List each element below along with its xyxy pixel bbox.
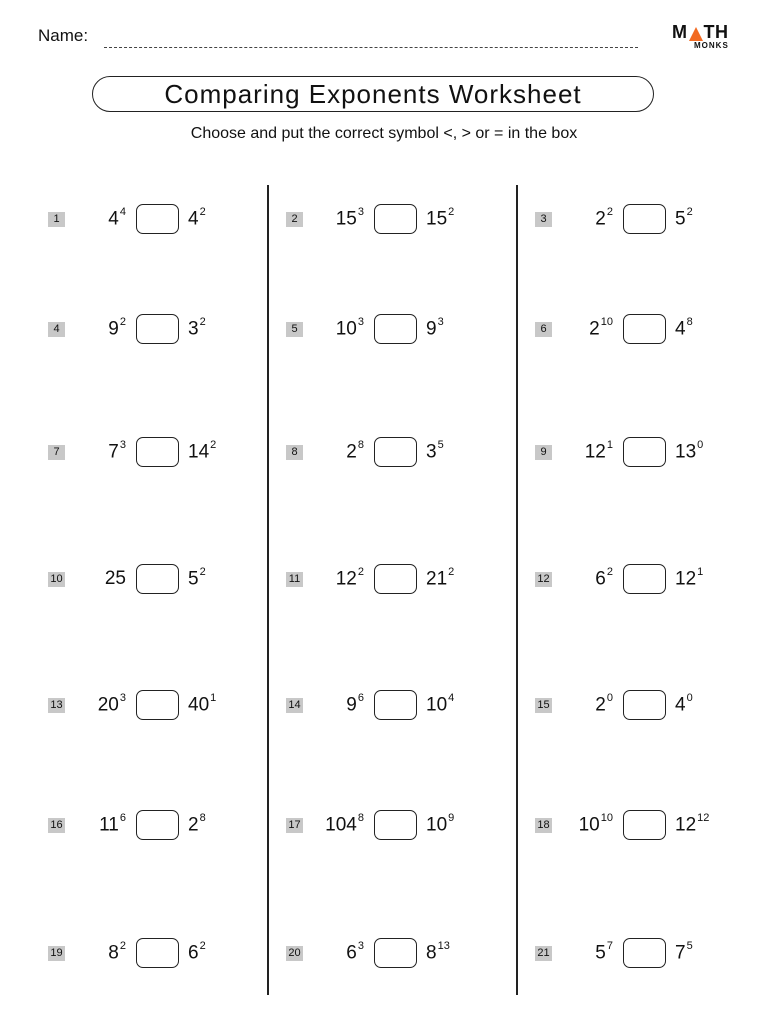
left-expression: $4^4$	[108, 206, 126, 230]
left-expression: $8^2$	[108, 940, 126, 964]
problem-number: 8	[286, 445, 303, 460]
answer-box[interactable]	[136, 437, 179, 467]
answer-box[interactable]	[136, 810, 179, 840]
problem-number: 16	[48, 818, 65, 833]
problem-number: 4	[48, 322, 65, 337]
answer-box[interactable]	[623, 810, 666, 840]
problem-number: 11	[286, 572, 303, 587]
problem-16	[48, 810, 248, 842]
problem-number: 19	[48, 946, 65, 961]
column-divider-2	[516, 185, 518, 995]
problem-20	[286, 938, 486, 970]
left-expression: $6^3$	[346, 940, 364, 964]
left-expression: $10^{10}$	[578, 812, 613, 836]
right-expression: $40^1$	[188, 692, 217, 716]
left-expression: $10^3$	[335, 316, 364, 340]
problem-number: 9	[535, 445, 552, 460]
problem-19	[48, 938, 248, 970]
answer-box[interactable]	[136, 204, 179, 234]
left-expression: $11^6$	[99, 812, 126, 836]
problem-number: 13	[48, 698, 65, 713]
problem-14	[286, 690, 486, 722]
answer-box[interactable]	[136, 938, 179, 968]
problem-8	[286, 437, 486, 469]
problem-5	[286, 314, 486, 346]
answer-box[interactable]	[623, 314, 666, 344]
left-expression: $2^2$	[595, 206, 613, 230]
left-expression: $7^3$	[108, 439, 126, 463]
name-label: Name:	[38, 26, 89, 45]
left-expression: $9^2$	[108, 316, 126, 340]
problem-13	[48, 690, 248, 722]
left-expression: $2^8$	[346, 439, 364, 463]
problem-2	[286, 204, 486, 236]
right-expression: $12^1$	[675, 566, 704, 590]
problem-9	[535, 437, 735, 469]
answer-box[interactable]	[623, 564, 666, 594]
left-expression: $2^0$	[595, 692, 613, 716]
right-expression: $13^0$	[675, 439, 704, 463]
problem-number: 5	[286, 322, 303, 337]
answer-box[interactable]	[374, 938, 417, 968]
right-expression: $14^2$	[188, 439, 217, 463]
answer-box[interactable]	[136, 564, 179, 594]
right-expression: $6^2$	[188, 940, 206, 964]
instructions-text: Choose and put the correct symbol <, > or = in the box	[190, 125, 578, 142]
worksheet-title: Comparing Exponents Worksheet	[92, 76, 654, 112]
right-expression: $3^2$	[188, 316, 206, 340]
answer-box[interactable]	[623, 204, 666, 234]
left-expression: $9^6$	[346, 692, 364, 716]
problem-3	[535, 204, 735, 236]
problem-number: 15	[535, 698, 552, 713]
left-expression: $5^7$	[595, 940, 613, 964]
triangle-icon	[689, 27, 703, 41]
problem-number: 18	[535, 818, 552, 833]
answer-box[interactable]	[374, 810, 417, 840]
problem-number: 12	[535, 572, 552, 587]
right-expression: $15^2$	[426, 206, 455, 230]
problem-4	[48, 314, 248, 346]
answer-box[interactable]	[136, 314, 179, 344]
left-expression: $12^2$	[335, 566, 364, 590]
left-expression: $6^2$	[595, 566, 613, 590]
problem-number: 17	[286, 818, 303, 833]
left-expression: 25	[104, 568, 126, 589]
right-expression: $5^2$	[188, 566, 206, 590]
problem-10	[48, 564, 248, 596]
problem-12	[535, 564, 735, 596]
problem-11	[286, 564, 486, 596]
left-expression: $2^{10}$	[589, 316, 613, 340]
column-divider-1	[267, 185, 269, 995]
right-expression: $8^{13}$	[426, 940, 450, 964]
right-expression: $4^8$	[675, 316, 693, 340]
right-expression: $4^2$	[188, 206, 206, 230]
problem-number: 20	[286, 946, 303, 961]
problem-number: 6	[535, 322, 552, 337]
problem-21	[535, 938, 735, 970]
answer-box[interactable]	[374, 437, 417, 467]
right-expression: $4^0$	[675, 692, 693, 716]
problem-number: 14	[286, 698, 303, 713]
left-expression: $104^8$	[325, 812, 364, 836]
problem-17	[286, 810, 486, 842]
problem-number: 1	[48, 212, 65, 227]
right-expression: $10^9$	[426, 812, 455, 836]
answer-box[interactable]	[623, 938, 666, 968]
left-expression: $20^3$	[97, 692, 126, 716]
math-monks-logo: M TH MONKS	[672, 22, 729, 50]
answer-box[interactable]	[374, 314, 417, 344]
left-expression: $12^1$	[584, 439, 613, 463]
problem-15	[535, 690, 735, 722]
problem-number: 10	[48, 572, 65, 587]
problem-number: 7	[48, 445, 65, 460]
problem-18	[535, 810, 735, 842]
right-expression: $5^2$	[675, 206, 693, 230]
answer-box[interactable]	[623, 690, 666, 720]
name-field-line[interactable]	[104, 47, 638, 48]
right-expression: $7^5$	[675, 940, 693, 964]
problem-1	[48, 204, 248, 236]
answer-box[interactable]	[623, 437, 666, 467]
answer-box[interactable]	[374, 690, 417, 720]
right-expression: $12^{12}$	[675, 812, 710, 836]
problem-7	[48, 437, 248, 469]
right-expression: $21^2$	[426, 566, 455, 590]
answer-box[interactable]	[374, 204, 417, 234]
right-expression: $10^4$	[426, 692, 455, 716]
right-expression: $9^3$	[426, 316, 444, 340]
right-expression: $3^5$	[426, 439, 444, 463]
answer-box[interactable]	[136, 690, 179, 720]
problem-number: 21	[535, 946, 552, 961]
left-expression: $15^3$	[335, 206, 364, 230]
problem-6	[535, 314, 735, 346]
answer-box[interactable]	[374, 564, 417, 594]
problem-number: 2	[286, 212, 303, 227]
problem-number: 3	[535, 212, 552, 227]
right-expression: $2^8$	[188, 812, 206, 836]
